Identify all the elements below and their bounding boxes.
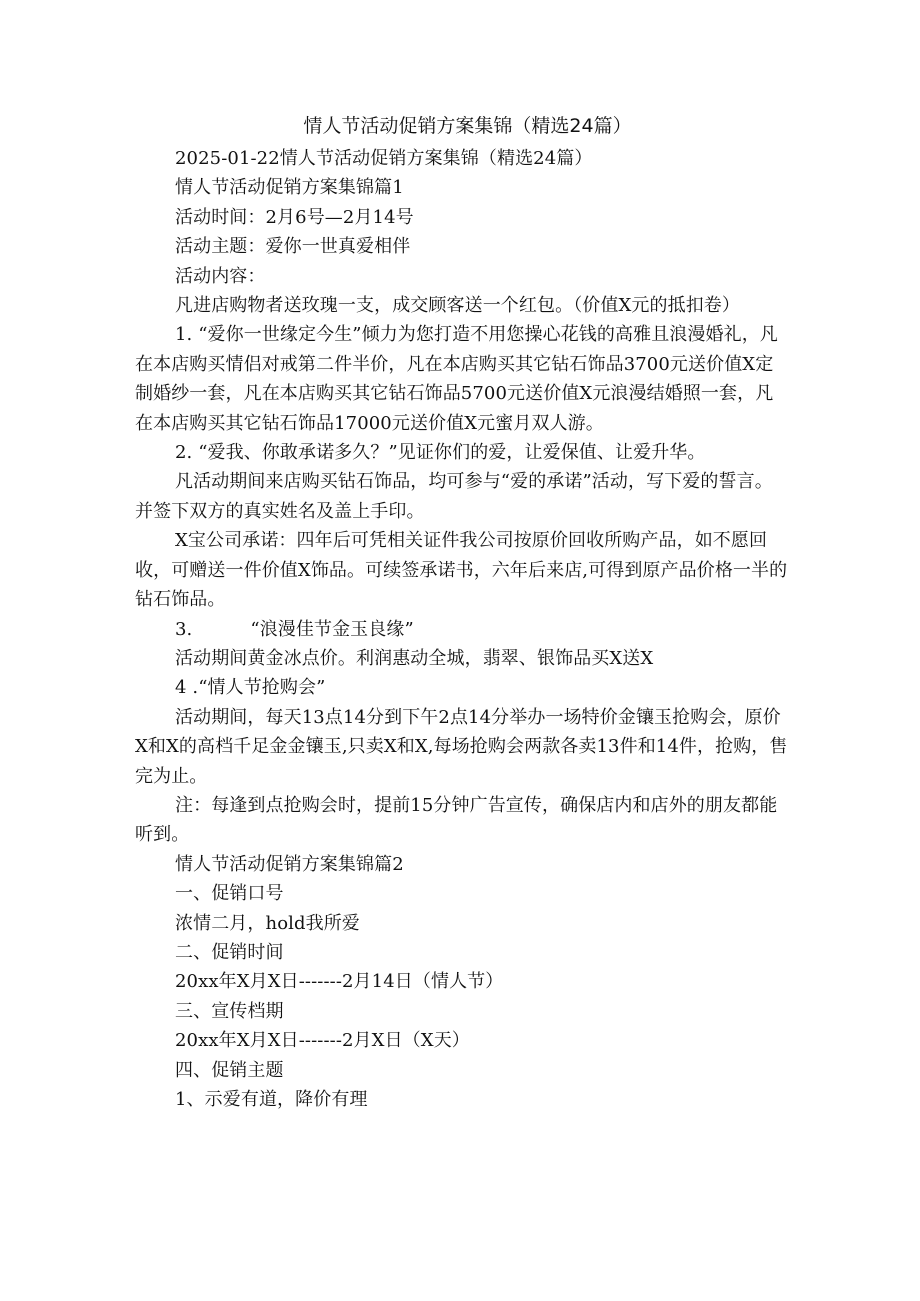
paragraph: 三、宣传档期 xyxy=(175,1000,284,1022)
paragraph: 活动期间黄金冰点价。利润惠动全城，翡翠、银饰品买X送X xyxy=(175,647,654,669)
paragraph: 注：每逢到点抢购会时，提前15分钟广告宣传，确保店内和店外的朋友都能听到。 xyxy=(135,794,778,846)
paragraph: 四、促销主题 xyxy=(175,1059,284,1081)
document-title: 情人节活动促销方案集锦（精选24篇） xyxy=(303,115,632,137)
paragraph: 一、促销口号 xyxy=(175,883,284,905)
item-number: 3. xyxy=(175,618,193,640)
paragraph: 1. “爱你一世缘定今生”倾力为您打造不用您操心花钱的高雅且浪漫婚礼，凡在本店购买情侣对戒第二件半价，凡在本店购买其它钻石饰品3700元送价值X定制婚纱一套，凡在本店购买其它钻石饰品5700元送价值X元浪漫结婚照一套，凡在本店购买其它钻石饰品17000元送价值X元蜜月双人游。 xyxy=(135,324,778,434)
paragraph: 浓情二月，hold我所爱 xyxy=(175,912,360,934)
paragraph: 活动内容： xyxy=(175,265,266,287)
paragraph: 20xx年X月X日-------2月X日（X天） xyxy=(175,1030,470,1052)
paragraph: 1、示爱有道，降价有理 xyxy=(175,1089,368,1110)
paragraph: 2. “爱我、你敢承诺多久？”见证你们的爱，让爱保值、让爱升华。 xyxy=(175,442,706,464)
section-heading: 情人节活动促销方案集锦篇1 xyxy=(175,177,404,199)
paragraph: 二、促销时间 xyxy=(175,941,284,963)
meta-line: 2025-01-22情人节活动促销方案集锦（精选24篇） xyxy=(175,148,593,169)
paragraph: 凡进店购物者送玫瑰一支，成交顾客送一个红包。（价值X元的抵扣卷） xyxy=(175,295,741,317)
paragraph xyxy=(135,615,790,644)
paragraph: 凡活动期间来店购买钻石饰品，均可参与“爱的承诺”活动，写下爱的誓言。并签下双方的真实姓名及盖上手印。 xyxy=(135,471,773,522)
section-heading: 情人节活动促销方案集锦篇2 xyxy=(175,853,404,875)
paragraph: 4 .“情人节抢购会” xyxy=(175,677,326,699)
paragraph: 活动期间，每天13点14分到下午2点14分举办一场特价金镶玉抢购会，原价X和X的高档千足金金镶玉,只卖X和X,每场抢购会两款各卖13件和14件，抢购，售完为止。 xyxy=(135,706,788,787)
paragraph: 活动主题：爱你一世真爱相伴 xyxy=(175,236,411,258)
paragraph: X宝公司承诺：四年后可凭相关证件我公司按原价回收所购产品，如不愿回收，可赠送一件价值X饰品。可续签承诺书，六年后来店,可得到原产品价格一半的钻石饰品。 xyxy=(135,530,788,611)
document-body xyxy=(135,144,790,1114)
paragraph: 20xx年X月X日-------2月14日（情人节） xyxy=(175,971,504,993)
paragraph: 活动时间：2月6号—2月14号 xyxy=(175,206,414,228)
item-text: “浪漫佳节金玉良缘” xyxy=(250,618,414,640)
